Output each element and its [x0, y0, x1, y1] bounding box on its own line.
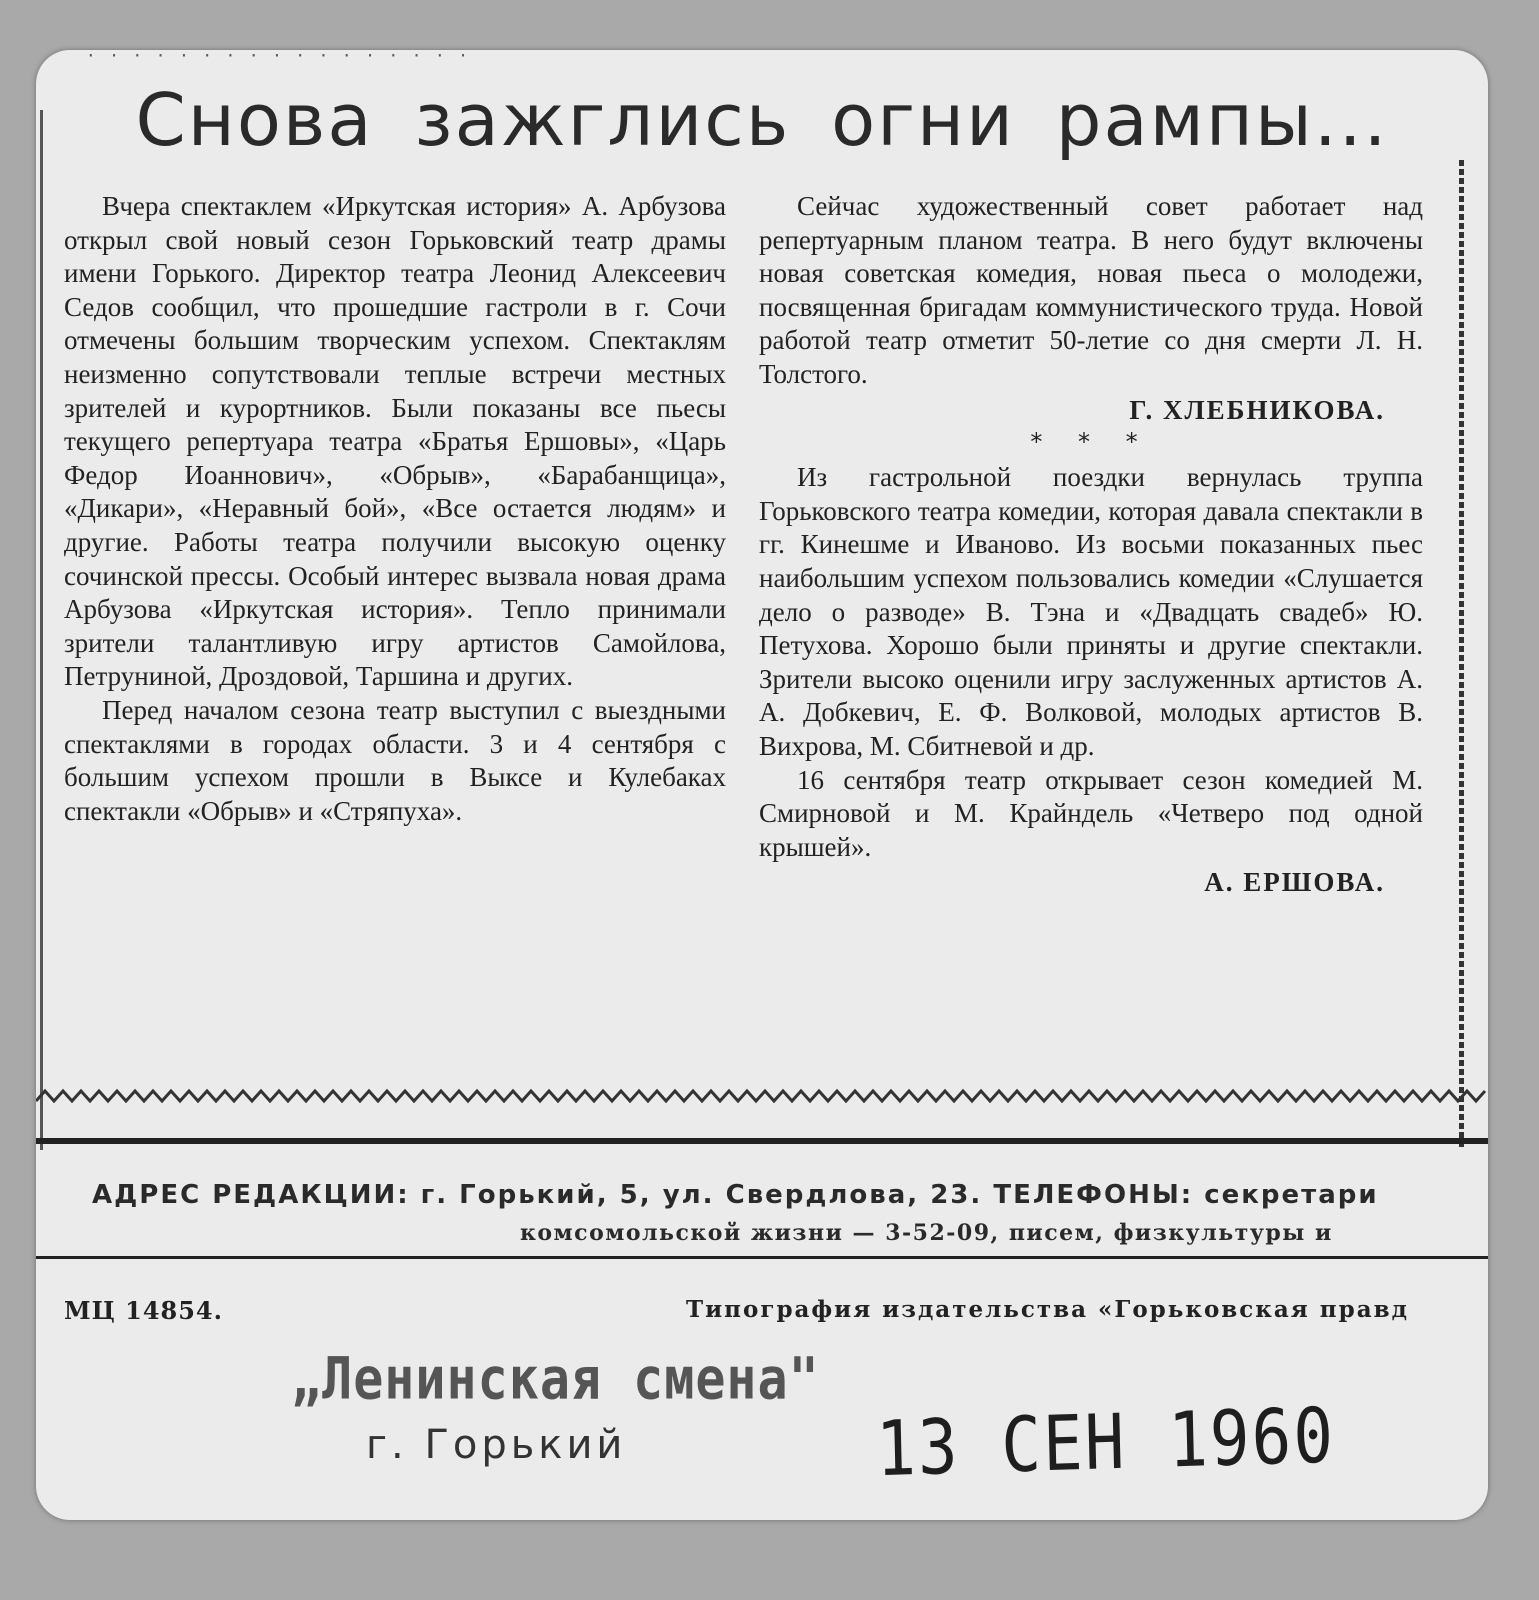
article-headline: Снова зажглись огни рампы...: [135, 78, 1389, 162]
signature-ershova: А. ЕРШОВА.: [1204, 867, 1385, 898]
article-column-left: [64, 190, 726, 828]
editorial-address: АДРЕС РЕДАКЦИИ: г. Горький, 5, ул. Свердлова, 23. ТЕЛЕФОНЫ: секретари: [92, 1180, 1379, 1210]
top-border-dots: · · · · · · · · · · · · · · · · ·: [86, 50, 470, 65]
mc-number: МЦ 14854.: [64, 1296, 223, 1325]
section-separator: * * *: [1030, 428, 1152, 457]
stamp-date: 13 СЕН 1960: [875, 1391, 1337, 1494]
right-border-rule: [1459, 160, 1464, 1150]
signature-khlebnikova: Г. ХЛЕБНИКОВА.: [1129, 394, 1385, 425]
left-paragraph-1: Вчера спектаклем «Иркутская история» А. Арбузова открыл свой новый сезон Горьковский театр драмы имени Горького. Директор театра Леонид Алексеевич Седов сообщил, что прошедшие гастроли в г. Сочи отмечены большим творческим успехом. Спектаклям неизменно сопутствовали теплые встречи местных зрителей и курортников. Были показаны все пьесы текущего репертуара театра «Братья Ершовы», «Царь Федор Иоаннович», «Обрыв», «Барабанщица», «Дикари», «Неравный бой», «Все остается людям» и другие. Работы театра получили высокую оценку сочинской прессы. Особый интерес вызвала новая драма Арбузова «Иркутская история». Тепло принимали зрители талантливую игру артистов Самойлова, Петруниной, Дроздовой, Таршина и других.: [64, 191, 726, 692]
left-paragraph-2: Перед началом сезона театр выступил с выездными спектаклями в городах области. 3 и 4 сентября с большим успехом прошли в Выксе и Кулебаках спектакли «Обрыв» и «Стряпуха».: [64, 694, 726, 826]
article-column-right: [759, 190, 1423, 900]
stamp-newspaper-name: „Ленинская смена": [291, 1345, 820, 1413]
editorial-phones: комсомольской жизни — 3-52-09, писем, физкультуры и: [520, 1220, 1333, 1246]
right-paragraph-1: Сейчас художественный совет работает над репертуарным планом театра. В него будут включены новая советская комедия, новая пьеса о молодежи, посвященная бригадам коммунистического труда. Новой работой театр отметит 50-летие со дня смерти Л. Н. Толстого.: [759, 191, 1423, 389]
left-border-rule: [40, 110, 43, 1150]
newspaper-clipping: [36, 50, 1488, 1520]
decorative-zigzag-border: [36, 1088, 1488, 1104]
printer-imprint: Типография издательства «Горьковская правд: [686, 1296, 1409, 1323]
footer-thin-rule: [36, 1256, 1488, 1259]
right-paragraph-3: 16 сентября театр открывает сезон комедией М. Смирновой и М. Крайндель «Четверо под одной крышей».: [759, 764, 1423, 862]
right-paragraph-2: Из гастрольной поездки вернулась труппа Горьковского театра комедии, которая давала спектакли в гг. Кинешме и Иваново. Из восьми показанных пьес наибольшим успехом пользовались комедии «Слушается дело о разводе» В. Тэна и «Двадцать свадеб» Ю. Петухова. Хорошо были приняты и другие спектакли. Зрители высоко оценили игру заслуженных артистов А. А. Добкевич, Е. Ф. Волковой, молодых артистов В. Вихрова, М. Сбитневой и др.: [759, 462, 1423, 761]
footer-thick-rule: [36, 1138, 1488, 1144]
stamp-city: г. Горький: [366, 1422, 627, 1468]
